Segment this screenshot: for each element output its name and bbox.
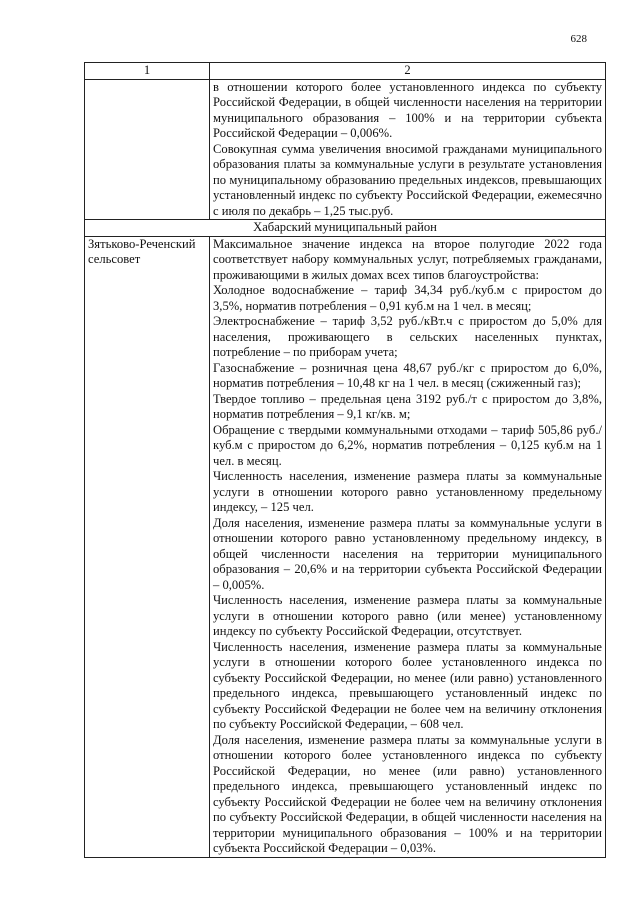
district-row xyxy=(85,220,606,237)
page-number: 628 xyxy=(570,33,587,45)
continuation-name-cell xyxy=(85,79,210,220)
paragraph: Доля населения, изменение размера платы за коммунальные услуги в отношении которого равно установленному предельному индексу, в общей численности населения на территории муниципального образования – 20,6% и на территории субъекта Российской Федерации – 0,005%. xyxy=(213,515,602,592)
paragraph: Численность населения, изменение размера платы за коммунальные услуги в отношении которого равно установленному предельному индексу, – 125 чел. xyxy=(213,469,602,514)
continuation-text-cell xyxy=(210,79,606,220)
data-table xyxy=(84,62,606,858)
paragraph: Газоснабжение – розничная цена 48,67 руб./кг с приростом до 6,0%, норматив потребления – 10,48 кг на 1 чел. в месяц (сжиженный газ); xyxy=(213,360,602,390)
paragraph: Максимальное значение индекса на второе полугодие 2022 года соответствует набору коммунальных услуг, потребляемых гражданами, проживающими в жилых домах всех типов благоустройства: xyxy=(213,236,602,282)
column-header-2: 2 xyxy=(210,63,606,80)
municipality-name: Зятьково-Реченский сельсовет xyxy=(85,236,210,857)
table-row xyxy=(85,236,606,857)
paragraph: Обращение с твердыми коммунальными отходами – тариф 505,86 руб./куб.м с приростом до 6,2%, норматив потребления – 0,125 куб.м на 1 чел. в месяц. xyxy=(213,422,602,468)
paragraph: Твердое топливо – предельная цена 3192 руб./т с приростом до 3,8%, норматив потребления – 9,1 кг/кв. м; xyxy=(213,391,602,421)
table-header-row xyxy=(85,63,606,80)
paragraph: Электроснабжение – тариф 3,52 руб./кВт.ч с приростом до 5,0% для населения, проживающего в сельских населенных пунктах, потребление – по приборам учета; xyxy=(213,314,602,359)
paragraph: Совокупная сумма увеличения вносимой гражданами муниципального образования платы за коммунальные услуги в результате установления по муниципальному образованию предельных индексов, превышающих установленный индекс по субъекту Российской Федерации, ежемесячно с июля по декабрь – 1,25 тыс.руб. xyxy=(213,141,602,218)
paragraph: Численность населения, изменение размера платы за коммунальные услуги в отношении которого более установленного индекса по субъекту Российской Федерации, но менее (или равно) установленного предельного индекса, превышающего установленный индекс по субъекту Российской Федерации не более чем на величину отклонения по субъекту Российской Федерации, – 608 чел. xyxy=(213,639,602,731)
table-row-continuation xyxy=(85,79,606,220)
paragraph: в отношении которого более установленного индекса по субъекту Российской Федерации, в общей численности населения на территории муниципального образования – 100% и на территории субъекта Российской Федерации – 0,006%. xyxy=(213,79,602,140)
paragraph: Доля населения, изменение размера платы за коммунальные услуги в отношении которого более установленного индекса по субъекту Российской Федерации, но менее (или равно) установленного предельного индекса, превышающего установленный индекс по субъекту Российской Федерации не более чем на величину отклонения по субъекту Российской Федерации, в общей численности населения на территории муниципального образования – 100% и на территории субъекта Российской Федерации – 0,03%. xyxy=(213,732,602,855)
municipality-text-cell xyxy=(210,236,606,857)
paragraph: Численность населения, изменение размера платы за коммунальные услуги в отношении которого равно (или менее) установленному индексу по субъекту Российской Федерации, отсутствует. xyxy=(213,593,602,638)
paragraph: Холодное водоснабжение – тариф 34,34 руб./куб.м с приростом до 3,5%, норматив потребления – 0,91 куб.м на 1 чел. в месяц; xyxy=(213,283,602,313)
district-name: Хабарский муниципальный район xyxy=(85,220,606,237)
column-header-1: 1 xyxy=(85,63,210,80)
